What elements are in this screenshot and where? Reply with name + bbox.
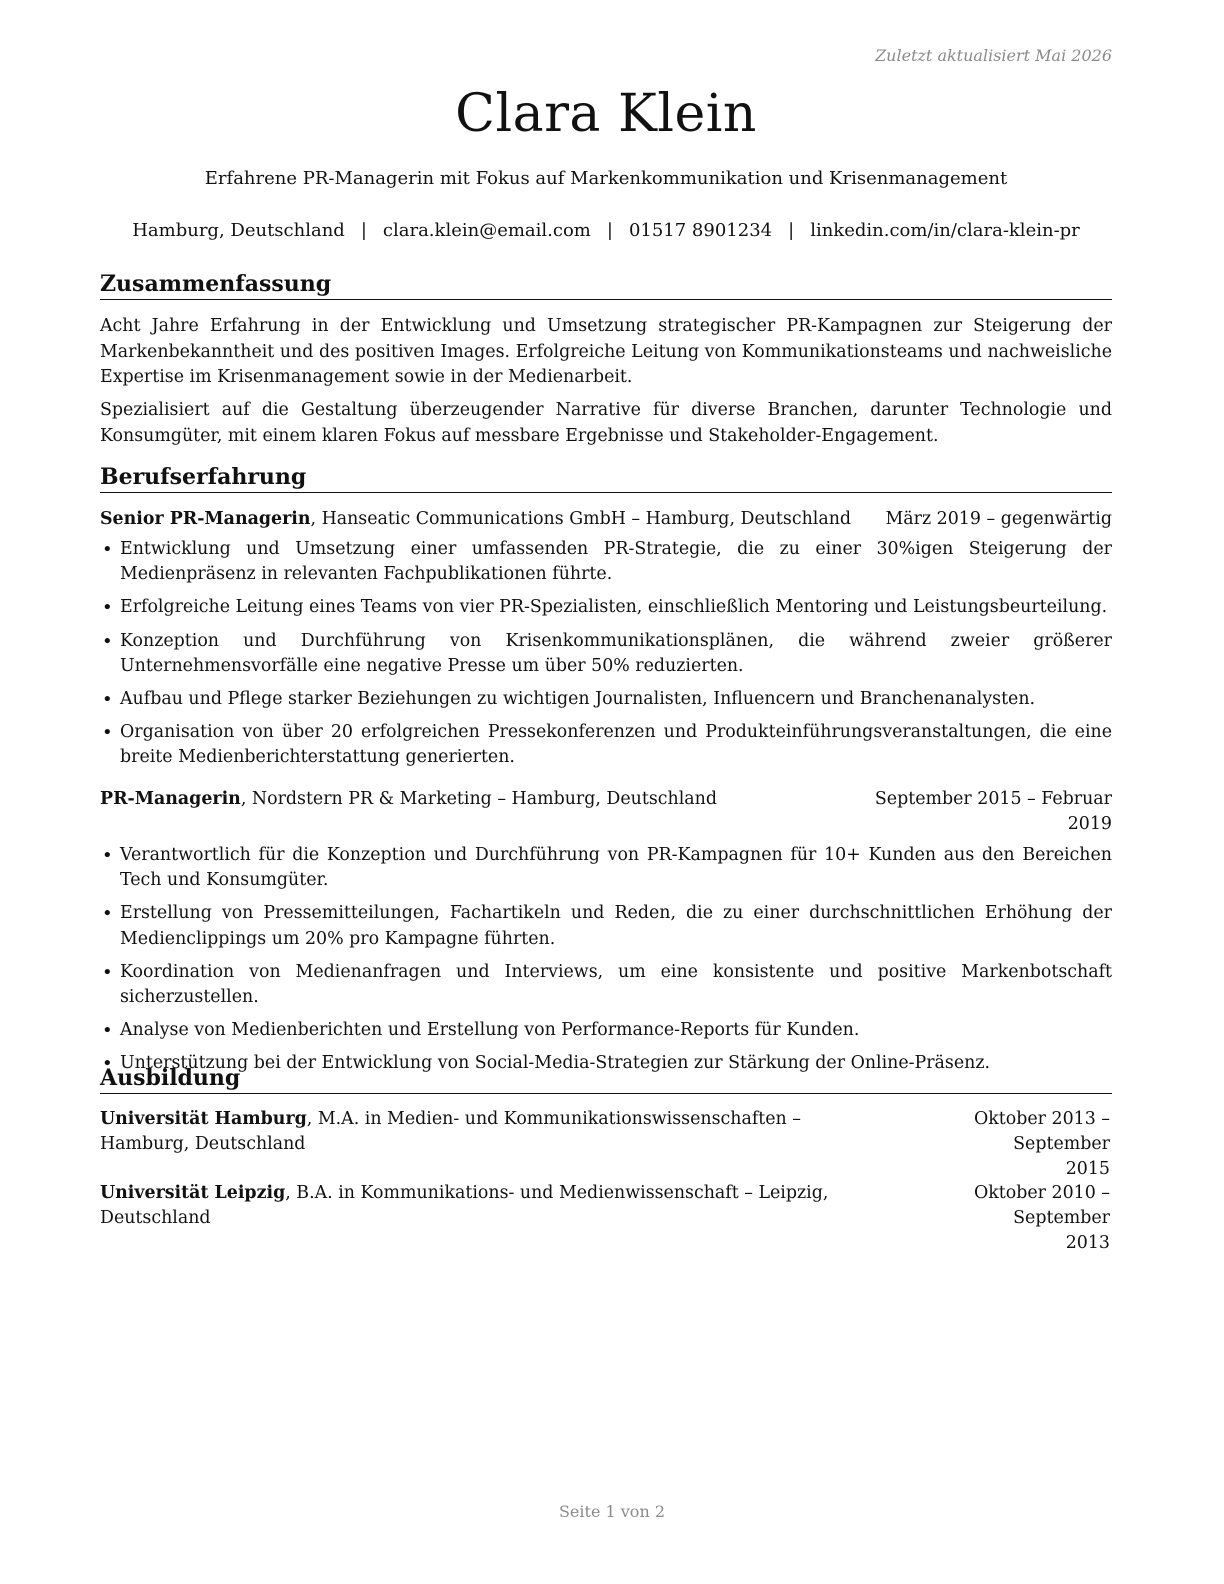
list-item: • Erstellung von Pressemitteilungen, Fachartikeln und Reden, die zu einer durchschnittlichen Erhöhung der Medienclippings um 20% pro Kampagne führten. xyxy=(100,901,1112,951)
tagline: Erfahrene PR-Managerin mit Fokus auf Markenkommunikation und Krisenmanagement xyxy=(204,168,1008,189)
education-dates xyxy=(880,1107,1110,1182)
job-company: , Nordstern PR & Marketing – Hamburg, Deutschland xyxy=(240,789,717,809)
section-title-education: Ausbildung xyxy=(100,1064,1112,1094)
contact-separator: | xyxy=(360,220,367,241)
contact-email[interactable]: clara.klein@email.com xyxy=(382,220,591,241)
education-dates-line: Oktober 2013 – September xyxy=(973,1109,1110,1154)
job-dates-line: 2019 xyxy=(1067,814,1112,834)
education-dates-line: 2015 xyxy=(1065,1159,1110,1179)
page-number: Seite 1 von 2 xyxy=(558,1502,666,1521)
list-item: • Unterstützung bei der Entwicklung von Social-Media-Strategien zur Stärkung der Online-Präsenz. xyxy=(100,1051,1112,1076)
job-company: , Hanseatic Communications GmbH – Hamburg, Deutschland xyxy=(310,509,852,529)
list-item: • Entwicklung und Umsetzung einer umfassenden PR-Strategie, die zu einer 30%igen Steigerung der Medienpräsenz in relevanten Fachpublikationen führte. xyxy=(100,537,1112,587)
list-item: • Koordination von Medienanfragen und Interviews, um eine konsistente und positive Markenbotschaft sicherzustellen. xyxy=(100,960,1112,1010)
list-item: • Verantwortlich für die Konzeption und Durchführung von PR-Kampagnen für 10+ Kunden aus den Bereichen Tech und Konsumgüter. xyxy=(100,843,1112,893)
job-bullets xyxy=(100,843,1112,1085)
list-item: • Aufbau und Pflege starker Beziehungen zu wichtigen Journalisten, Influencern und Branchenanalysten. xyxy=(100,687,1112,712)
education-school: Universität Leipzig xyxy=(100,1183,286,1203)
job-dates-line: September 2015 – Februar xyxy=(874,789,1112,809)
education-entry xyxy=(100,1181,1112,1256)
job-title: Senior PR-Managerin xyxy=(100,509,311,529)
contact-phone: 01517 8901234 xyxy=(628,220,773,241)
list-item: • Erfolgreiche Leitung eines Teams von vier PR-Spezialisten, einschließlich Mentoring und Leistungsbeurteilung. xyxy=(100,595,1112,620)
list-item: • Organisation von über 20 erfolgreichen Pressekonferenzen und Produkteinführungsveranstaltungen, die eine breite Medienberichterstattung generierten. xyxy=(100,720,1112,770)
education-entry xyxy=(100,1107,1112,1182)
contact-separator: | xyxy=(606,220,613,241)
job-header xyxy=(100,507,1112,532)
contact-linkedin[interactable]: linkedin.com/in/clara-klein-pr xyxy=(810,220,1080,241)
education-dates-line: 2013 xyxy=(1065,1233,1110,1253)
education-dates xyxy=(880,1181,1110,1256)
section-title-summary: Zusammenfassung xyxy=(100,270,1112,300)
contact-separator: | xyxy=(788,220,795,241)
education-degree: , B.A. in Kommunikations- und Medienwissenschaft – Leipzig, Deutschland xyxy=(100,1183,829,1228)
job-bullets xyxy=(100,537,1112,779)
contact-line xyxy=(100,220,1112,241)
education-dates-line: Oktober 2010 – September xyxy=(973,1183,1110,1228)
job-dates: März 2019 – gegenwärtig xyxy=(885,509,1112,529)
contact-location: Hamburg, Deutschland xyxy=(132,220,345,241)
summary-paragraph-1: Acht Jahre Erfahrung in der Entwicklung und Umsetzung strategischer PR-Kampagnen zur Steigerung der Markenbekanntheit und des positiven Images. Erfolgreiche Leitung von Kommunikationsteams und nachweisliche Expertise im Krisenmanagement sowie in der Medienarbeit. xyxy=(100,316,1112,387)
job-dates xyxy=(875,787,1112,837)
summary-paragraph-2: Spezialisiert auf die Gestaltung überzeugender Narrative für diverse Branchen, darunter Technologie und Konsumgüter, mit einem klaren Fokus auf messbare Ergebnisse und Stakeholder-Engagement. xyxy=(100,400,1112,446)
last-updated: Zuletzt aktualisiert Mai 2026 xyxy=(875,46,1112,65)
candidate-name: Clara Klein xyxy=(455,84,757,144)
list-item: • Konzeption und Durchführung von Krisenkommunikationsplänen, die während zweier größerer Unternehmensvorfälle eine negative Presse um über 50% reduzierten. xyxy=(100,629,1112,679)
section-title-experience: Berufserfahrung xyxy=(100,463,1112,493)
education-school: Universität Hamburg xyxy=(100,1109,307,1129)
job-title: PR-Managerin xyxy=(100,789,241,809)
education-degree: , M.A. in Medien- und Kommunikationswissenschaften – Hamburg, Deutschland xyxy=(100,1109,801,1154)
job-header xyxy=(100,787,1112,837)
list-item: • Analyse von Medienberichten und Erstellung von Performance-Reports für Kunden. xyxy=(100,1018,1112,1043)
